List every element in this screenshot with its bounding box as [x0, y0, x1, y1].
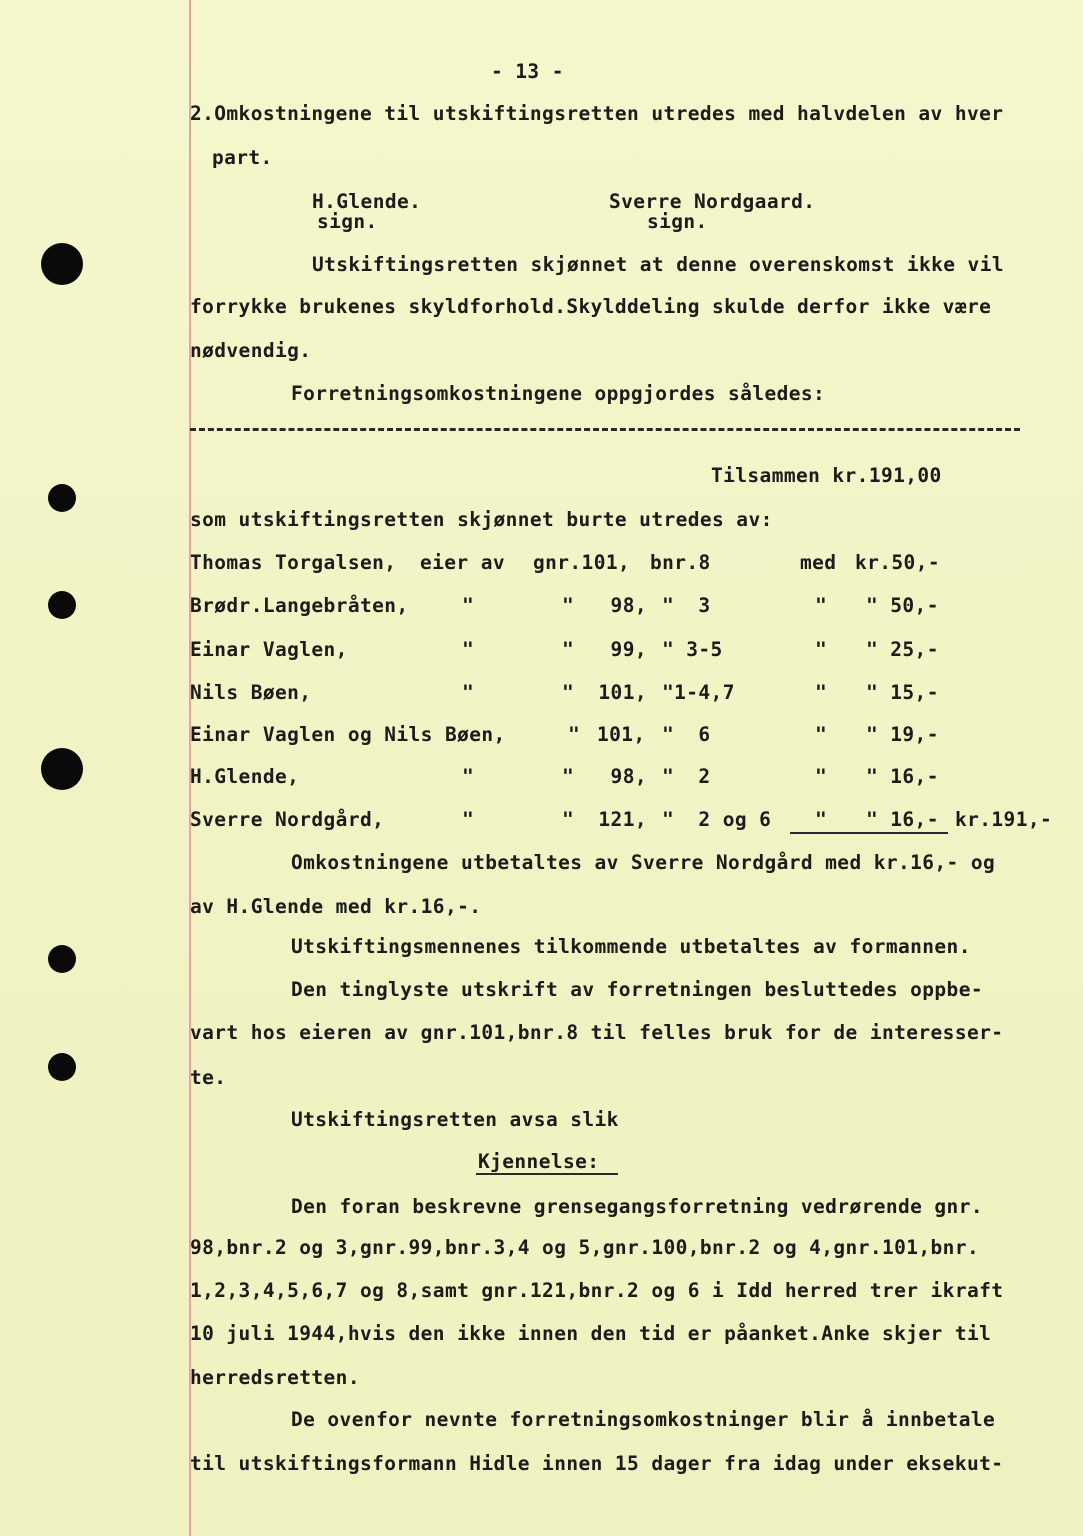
punch-hole	[41, 243, 83, 285]
row-role: eier av	[420, 551, 505, 574]
row-amount: " 16,-	[866, 765, 939, 788]
text-line: Den tinglyste utskrift av forretningen besluttedes oppbe-	[291, 978, 983, 1001]
row-amount: " 15,-	[866, 681, 939, 704]
row-bnr: bnr.8	[650, 551, 711, 574]
row-total: kr.191,-	[955, 808, 1053, 831]
row-bnr: "1-4,7	[662, 681, 735, 704]
row-amount: kr.50,-	[855, 551, 940, 574]
row-gnr: " 121,	[562, 808, 647, 831]
punch-hole	[48, 591, 76, 619]
text-line: te.	[190, 1066, 227, 1089]
text-line: Utskiftingsretten avsa slik	[291, 1108, 619, 1131]
row-amount: " 16,-	[866, 808, 939, 831]
row-bnr: " 3-5	[662, 638, 723, 661]
text-line: 10 juli 1944,hvis den ikke innen den tid er påanket.Anke skjer til	[190, 1322, 992, 1345]
row-gnr: " 98,	[562, 594, 647, 617]
row-gnr: " 98,	[562, 765, 647, 788]
heading-underline	[476, 1173, 618, 1175]
section-heading: Kjennelse:	[478, 1150, 600, 1173]
text-line: til utskiftingsformann Hidle innen 15 dager fra idag under eksekut-	[190, 1452, 1004, 1475]
row-bnr: " 2	[662, 765, 711, 788]
row-bnr: " 2 og 6	[662, 808, 772, 831]
text-line: herredsretten.	[190, 1366, 360, 1389]
signature-name-right: Sverre Nordgaard.	[609, 190, 816, 213]
signature-sign-right: sign.	[647, 210, 708, 233]
text-line: nødvendig.	[190, 339, 312, 362]
row-gnr: " 99,	[562, 638, 647, 661]
row-role: "	[462, 765, 475, 788]
row-name: Sverre Nordgård,	[190, 808, 385, 831]
dashed-separator	[190, 428, 1020, 431]
row-role: "	[462, 808, 475, 831]
text-line: 1,2,3,4,5,6,7 og 8,samt gnr.121,bnr.2 og 6 i Idd herred trer ikraft	[190, 1279, 1004, 1302]
row-med: "	[815, 638, 828, 661]
row-med: "	[815, 765, 828, 788]
row-role: "	[462, 638, 475, 661]
text-line: som utskiftingsretten skjønnet burte utredes av:	[190, 508, 773, 531]
row-bnr: " 6	[662, 723, 711, 746]
row-med: "	[815, 723, 828, 746]
row-med: "	[815, 808, 828, 831]
text-line: Omkostningene utbetaltes av Sverre Nordgård med kr.16,- og	[291, 851, 996, 874]
text-line: av H.Glende med kr.16,-.	[190, 895, 482, 918]
row-name: Thomas Torgalsen,	[190, 551, 397, 574]
row-role: "	[462, 681, 475, 704]
row-role: "	[568, 723, 581, 746]
punch-hole	[48, 1053, 76, 1081]
row-gnr: 101,	[597, 723, 646, 746]
page-number: - 13 -	[491, 60, 564, 83]
row-med: "	[815, 681, 828, 704]
row-amount: " 50,-	[866, 594, 939, 617]
row-med: "	[815, 594, 828, 617]
text-line: forrykke brukenes skyldforhold.Skylddeling skulde derfor ikke være	[190, 295, 992, 318]
row-name: Brødr.Langebråten,	[190, 594, 409, 617]
text-line: Utskiftingsretten skjønnet at denne overenskomst ikke vil	[312, 253, 1004, 276]
row-amount: " 19,-	[866, 723, 939, 746]
signature-sign-left: sign.	[317, 210, 378, 233]
text-line: Utskiftingsmennenes tilkommende utbetaltes av formannen.	[291, 935, 971, 958]
row-name: Nils Bøen,	[190, 681, 312, 704]
signature-name-left: H.Glende.	[312, 190, 422, 213]
amount-underline	[790, 832, 948, 834]
text-line: 2.Omkostningene til utskiftingsretten utredes med halvdelen av hver	[190, 102, 1004, 125]
row-name: Einar Vaglen og Nils Bøen,	[190, 723, 506, 746]
row-gnr: gnr.101,	[533, 551, 631, 574]
row-amount: " 25,-	[866, 638, 939, 661]
text-line: 98,bnr.2 og 3,gnr.99,bnr.3,4 og 5,gnr.100,bnr.2 og 4,gnr.101,bnr.	[190, 1236, 980, 1259]
text-line: vart hos eieren av gnr.101,bnr.8 til felles bruk for de interesser-	[190, 1021, 1004, 1044]
row-name: Einar Vaglen,	[190, 638, 348, 661]
row-role: "	[462, 594, 475, 617]
total-line: Tilsammen kr.191,00	[711, 464, 942, 487]
punch-hole	[48, 945, 76, 973]
text-line: part.	[212, 146, 273, 169]
text-line: De ovenfor nevnte forretningsomkostninger blir å innbetale	[291, 1408, 996, 1431]
row-med: med	[800, 551, 837, 574]
row-gnr: " 101,	[562, 681, 647, 704]
text-line: Den foran beskrevne grensegangsforretning vedrørende gnr.	[291, 1195, 983, 1218]
punch-hole	[41, 748, 83, 790]
punch-hole	[48, 484, 76, 512]
row-name: H.Glende,	[190, 765, 300, 788]
text-line: Forretningsomkostningene oppgjordes således:	[291, 382, 826, 405]
row-bnr: " 3	[662, 594, 711, 617]
